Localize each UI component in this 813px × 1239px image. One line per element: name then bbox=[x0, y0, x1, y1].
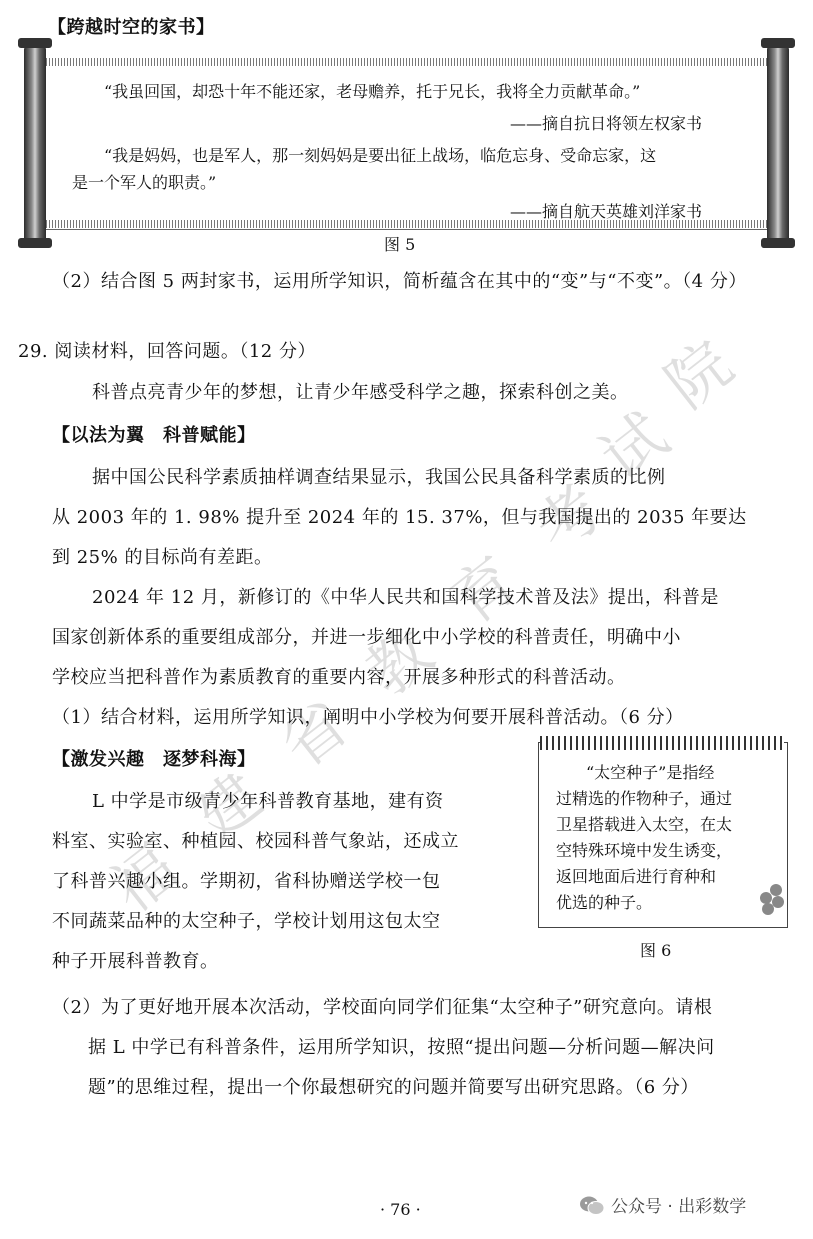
watermark-char: 教 bbox=[352, 614, 446, 711]
note-line-3: 卫星搭载进入太空，在太 bbox=[556, 815, 733, 834]
para-1-line-1: 据中国公民科学素质抽样调查结果显示，我国公民具备科学素质的比例 bbox=[92, 467, 666, 488]
q29-question-1: （1）结合材料，运用所学知识，阐明中小学校为何要开展科普活动。（6 分） bbox=[52, 707, 684, 728]
watermark-char: 育 bbox=[437, 542, 531, 639]
watermark-char: 考 bbox=[522, 470, 616, 567]
note-line-5: 返回地面后进行育种和 bbox=[556, 867, 717, 886]
question-2-letters: （2）结合图 5 两封家书，运用所学知识，简析蕴含在其中的“变”与“不变”。（4 分） bbox=[52, 271, 747, 292]
figure-6-caption: 图 6 bbox=[640, 941, 672, 960]
scroll-left-rod bbox=[24, 44, 46, 244]
note-line-4: 空特殊环境中发生诱变， bbox=[556, 841, 733, 860]
scroll-right-cap-top bbox=[761, 38, 795, 48]
para-2-line-2: 国家创新体系的重要组成部分，并进一步细化中小学校的科普责任，明确中小 bbox=[52, 627, 681, 648]
para-3-line-4: 不同蔬菜品种的太空种子，学校计划用这包太空 bbox=[52, 911, 441, 932]
note-line-1: “太空种子”是指经 bbox=[586, 763, 715, 782]
para-1-line-2: 从 2003 年的 1. 98% 提升至 2024 年的 15. 37%，但与我国提出的 2035 年要达 bbox=[52, 507, 747, 528]
note-line-2: 过精选的作物种子，通过 bbox=[556, 789, 733, 808]
figure-5-caption: 图 5 bbox=[384, 235, 416, 254]
note-line-6: 优选的种子。 bbox=[556, 893, 653, 912]
para-3-line-2: 料室、实验室、种植园、校园科普气象站，还成立 bbox=[52, 831, 459, 852]
watermark-char: 建 bbox=[182, 758, 276, 855]
section-heading-letters: 【跨越时空的家书】 bbox=[48, 17, 215, 38]
para-3-line-3: 了科普兴趣小组。学期初，省科协赠送学校一包 bbox=[52, 871, 441, 892]
para-2-line-3: 学校应当把科普作为素质教育的重要内容，开展多种形式的科普活动。 bbox=[52, 667, 626, 688]
q29-question-2-line-1: （2）为了更好地开展本次活动，学校面向同学们征集“太空种子”研究意向。请根 bbox=[52, 997, 713, 1018]
watermark-char: 院 bbox=[652, 326, 746, 423]
question-29-title: 29. 阅读材料，回答问题。（12 分） bbox=[18, 341, 316, 362]
letter-1-text: “我虽回国，却恐十年不能还家，老母赡养，托于兄长，我将全力贡献革命。” bbox=[104, 82, 641, 101]
scroll-left-cap-top bbox=[18, 38, 52, 48]
letter-2-source: ——摘自航天英雄刘洋家书 bbox=[510, 202, 703, 221]
scroll-right-rod bbox=[767, 44, 789, 244]
watermark-char: 试 bbox=[587, 398, 681, 495]
scroll-top-edge bbox=[46, 58, 771, 66]
sub-heading-law: 【以法为翼 科普赋能】 bbox=[52, 425, 256, 446]
watermark-char: 福 bbox=[97, 830, 191, 927]
q29-question-2-line-3: 题”的思维过程，提出一个你最想研究的问题并简要写出研究思路。（6 分） bbox=[88, 1077, 699, 1098]
watermark-char: 省 bbox=[267, 686, 361, 783]
para-3-line-5: 种子开展科普教育。 bbox=[52, 951, 219, 972]
scroll-left-cap-bottom bbox=[18, 238, 52, 248]
para-2-line-1: 2024 年 12 月，新修订的《中华人民共和国科学技术普及法》提出，科普是 bbox=[92, 587, 719, 608]
scroll-right-cap-bottom bbox=[761, 238, 795, 248]
q29-intro: 科普点亮青少年的梦想，让青少年感受科学之趣，探索科创之美。 bbox=[92, 382, 629, 403]
page-number: · 76 · bbox=[380, 1200, 421, 1219]
letter-1-source: ——摘自抗日将领左权家书 bbox=[510, 114, 703, 133]
para-1-line-3: 到 25% 的目标尚有差距。 bbox=[52, 547, 273, 568]
letter-2-line-2: 是一个军人的职责。” bbox=[72, 173, 217, 192]
notebook-spiral bbox=[540, 736, 784, 750]
wechat-icon bbox=[579, 1195, 605, 1217]
q29-question-2-line-2: 据 L 中学已有科普条件，运用所学知识，按照“提出问题—分析问题—解决问 bbox=[88, 1037, 715, 1058]
para-3-line-1: L 中学是市级青少年科普教育基地，建有资 bbox=[92, 791, 444, 812]
sub-heading-interest: 【激发兴趣 逐梦科海】 bbox=[52, 749, 256, 770]
letter-2-line-1: “我是妈妈，也是军人，那一刻妈妈是要出征上战场，临危忘身、受命忘家，这 bbox=[104, 146, 657, 165]
wechat-account-label: 公众号 · 出彩数学 bbox=[611, 1197, 747, 1217]
